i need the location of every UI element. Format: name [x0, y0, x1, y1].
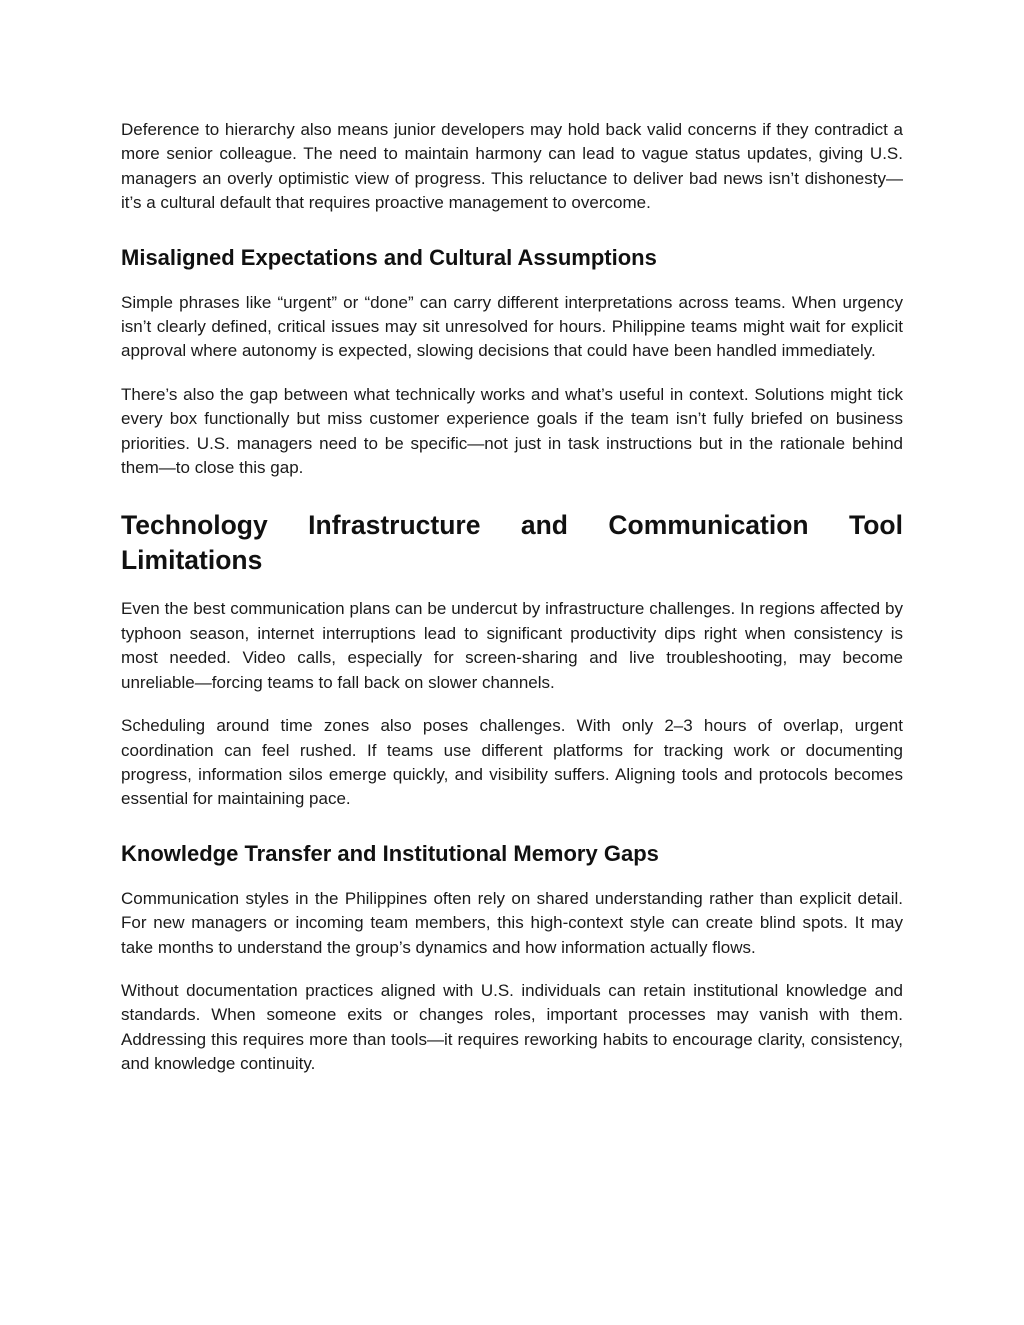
paragraph-technical-gap: There’s also the gap between what technically works and what’s useful in context. Solutions might tick every box functionally but miss customer experience goals if the team isn’t fully briefed on business priorities. U.S. managers need to be specific—not just in task instructions but in the rationale behind them—to close this gap.	[121, 384, 903, 478]
paragraph-infrastructure-challenges: Even the best communication plans can be undercut by infrastructure challenges. In regions affected by typhoon season, internet interruptions lead to significant productivity dips right when consistency is most needed. Video calls, especially for screen-sharing and live troubleshooting, may become unreliable—forcing teams to fall back on slower channels.	[121, 599, 903, 692]
heading-misaligned-expectations: Misaligned Expectations and Cultural Assumptions	[121, 244, 657, 270]
heading-technology-infrastructure: Technology Infrastructure and Communication Tool Limitations	[121, 510, 903, 576]
paragraph-documentation-practices: Without documentation practices aligned with U.S. individuals can retain institutional knowledge and standards. When someone exits or changes roles, important processes may vanish with them. Addressing this requires more than tools—it requires reworking habits to encourage clarity, consistency, and knowledge continuity.	[121, 980, 903, 1074]
paragraph-time-zones: Scheduling around time zones also poses challenges. With only 2–3 hours of overlap, urgent coordination can feel rushed. If teams use different platforms for tracking work or documenting progress, information silos emerge quickly, and visibility suffers. Aligning tools and protocols becomes essential for maintaining pace.	[121, 716, 903, 809]
paragraph-hierarchy-deference: Deference to hierarchy also means junior developers may hold back valid concerns if they contradict a more senior colleague. The need to maintain harmony can lead to vague status updates, giving U.S. managers an overly optimistic view of progress. This reluctance to deliver bad news isn’t dishonesty—it’s a cultural default that requires proactive management to overcome.	[121, 120, 903, 213]
paragraph-urgent-done: Simple phrases like “urgent” or “done” can carry different interpretations across teams. When urgency isn’t clearly defined, critical issues may sit unresolved for hours. Philippine teams might wait for explicit approval where autonomy is expected, slowing decisions that could have been handled immediately.	[121, 292, 903, 361]
paragraph-communication-styles: Communication styles in the Philippines often rely on shared understanding rather than explicit detail. For new managers or incoming team members, this high-context style can create blind spots. It may take months to understand the group’s dynamics and how information actually flows.	[121, 888, 903, 957]
heading-knowledge-transfer: Knowledge Transfer and Institutional Memory Gaps	[121, 840, 659, 866]
